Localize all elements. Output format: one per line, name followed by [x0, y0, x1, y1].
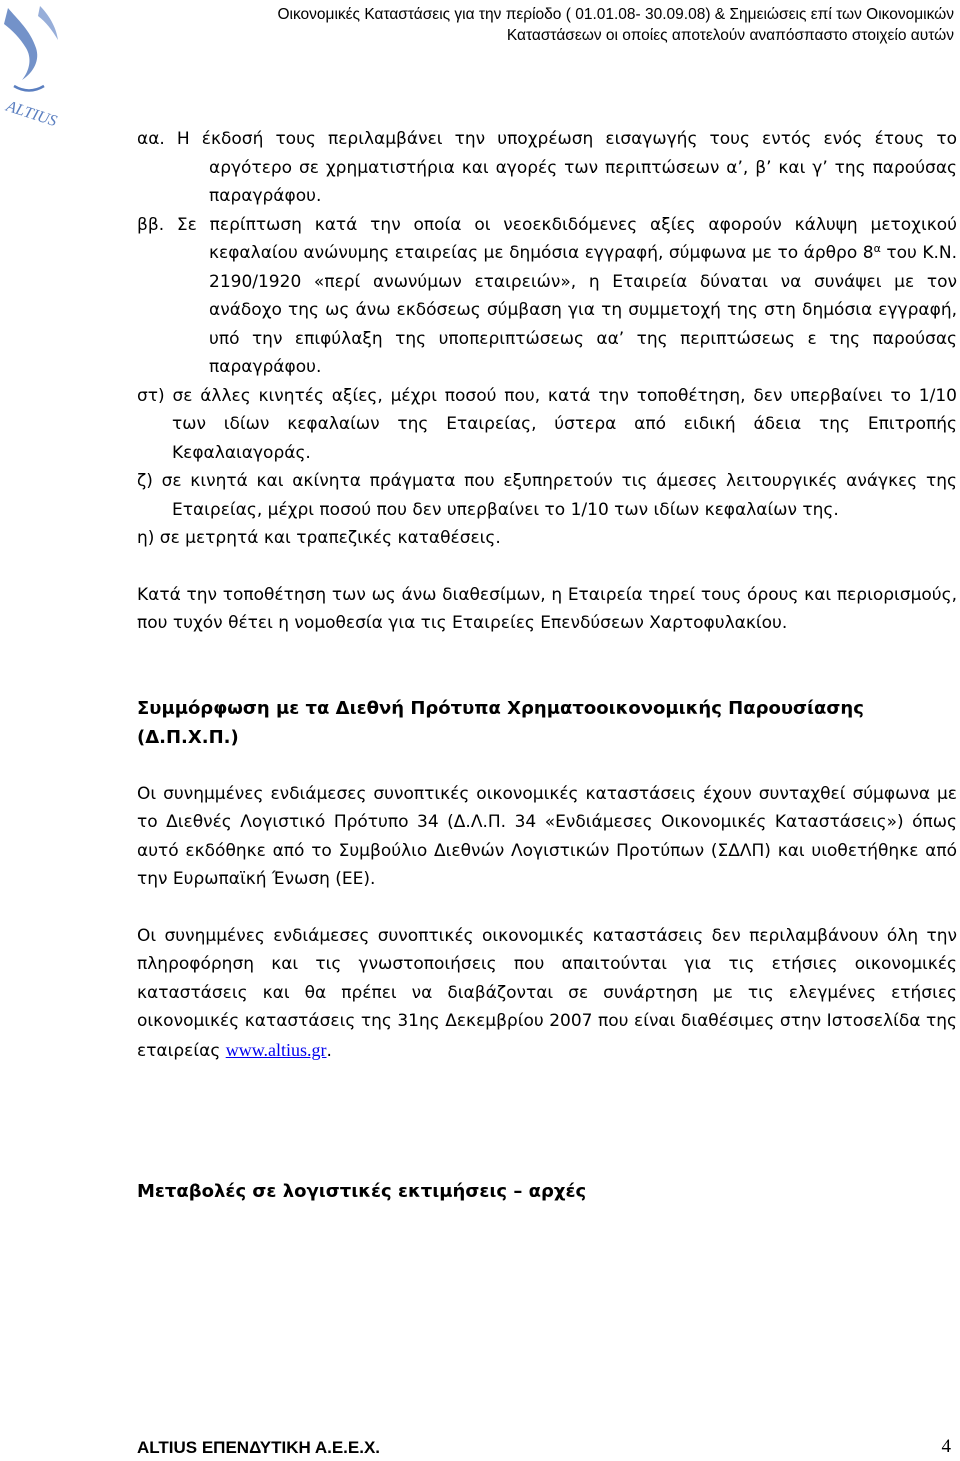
superscript-alpha: α: [873, 242, 881, 255]
list-item-st: στ) σε άλλες κινητές αξίες, μέχρι ποσού που, κατά την τοποθέτηση, δεν υπερβαίνει το 1/10 των ιδίων κεφαλαίων της Εταιρείας, ύστερα από ειδική άδεια της Επιτροπής Κεφαλαιαγοράς.: [137, 385, 957, 463]
list-item-z: ζ) σε κινητά και ακίνητα πράγματα που εξυπηρετούν τις άμεσες λειτουργικές ανάγκες της Εταιρείας, μέχρι ποσού που δεν υπερβαίνει το 1/10 των ιδίων κεφαλαίων της.: [137, 471, 957, 520]
footer-company: ALTIUS ΕΠΕΝΔΥΤΙΚΗ Α.Ε.Ε.Χ.: [137, 1438, 381, 1457]
header-line-1: Οικονομικές Καταστάσεις για την περίοδο ( 01.01.08- 30.09.08) & Σημειώσεις επί των Οικονομικών: [277, 6, 954, 23]
list-item-bb-text-cont: του Κ.Ν. 2190/1920 «περί ανωνύμων εταιρειών», η Εταιρεία δύναται να συνάψει με τον ανάδοχο της ως άνω εκδόσεως σύμβαση για τη συμμετοχή της στη δημόσια εγγραφή, υπό την επιφύλαξη της υποπεριπτώσεως αα’ της περιπτώσεως ε της παρούσας παραγράφου.: [209, 243, 958, 377]
logo-text: ALTIUS: [4, 97, 59, 131]
section-heading-ifrs: Συμμόρφωση με τα Διεθνή Πρότυπα Χρηματοοικονομικής Παρουσίασης (Δ.Π.Χ.Π.): [137, 697, 864, 748]
altius-logo: [0, 0, 70, 140]
list-item-bb: [137, 211, 957, 382]
page-header: [0, 4, 960, 46]
paragraph-ias34: Οι συνημμένες ενδιάμεσες συνοπτικές οικονομικές καταστάσεις έχουν συνταχθεί σύμφωνα με το Διεθνές Λογιστικό Πρότυπο 34 (Δ.Λ.Π. 34 «Ενδιάμεσες Οικονομικές Καταστάσεις») όπως αυτό εκδόθηκε από το Συμβούλιο Διεθνών Λογιστικών Προτύπων (ΣΔΛΠ) και υιοθετήθηκε από την Ευρωπαϊκή Ένωση (ΕΕ).: [137, 783, 957, 889]
list-item-i: η) σε μετρητά και τραπεζικές καταθέσεις.: [137, 528, 501, 548]
list-item-bb-text: ββ. Σε περίπτωση κατά την οποία οι νεοεκδιδόμενες αξίες αφορούν κάλυψη μετοχικού κεφαλαίου ανώνυμης εταιρείας με δημόσια εγγραφή, σύμφωνα με το άρθρο 8: [137, 214, 957, 263]
page-number: 4: [941, 1436, 951, 1457]
paragraph-investment-terms: Κατά την τοποθέτηση των ως άνω διαθεσίμων, η Εταιρεία τηρεί τους όρους και περιορισμούς, που τυχόν θέτει η νομοθεσία για τις Εταιρείες Επενδύσεων Χαρτοφυλακίου.: [137, 584, 957, 633]
paragraph-annual-statements: [137, 922, 957, 1066]
paragraph-annual-statements-text: Οι συνημμένες ενδιάμεσες συνοπτικές οικονομικές καταστάσεις δεν περιλαμβάνουν όλη την πληροφόρηση και τις γνωστοποιήσεις που απαιτούνται για τις ετήσιες οικονομικές καταστάσεις και θα πρέπει να διαβάζονται σε συνάρτηση με τις ελεγμένες ετήσιες οικονομικές καταστάσεις της 31ης Δεκεμβρίου 2007 που είναι διαθέσιμες στην Ιστοσελίδα της εταιρείας: [137, 925, 957, 1061]
document-body: [137, 125, 957, 1206]
paragraph-end-mark: .: [326, 1040, 332, 1061]
website-link[interactable]: www.altius.gr: [225, 1039, 327, 1060]
section-heading-accounting-changes: Μεταβολές σε λογιστικές εκτιμήσεις – αρχές: [137, 1181, 587, 1202]
header-line-2: Καταστάσεων οι οποίες αποτελούν αναπόσπαστο στοιχείο αυτών: [506, 27, 954, 44]
list-item-aa: αα. Η έκδοσή τους περιλαμβάνει την υποχρέωση εισαγωγής τους εντός ενός έτους το αργότερο σε χρηματιστήρια και αγορές των περιπτώσεων α’, β’ και γ’ της παρούσας παραγράφου.: [137, 129, 957, 206]
